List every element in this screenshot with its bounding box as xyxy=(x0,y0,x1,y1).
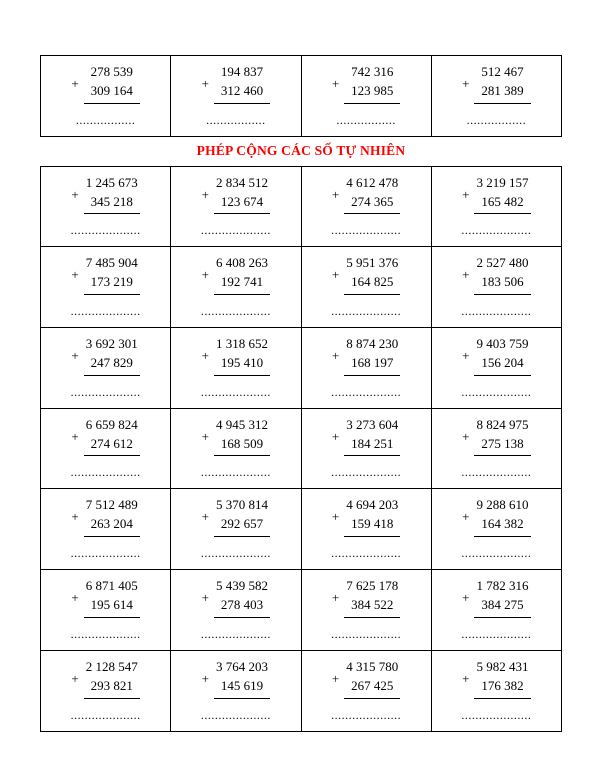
problem-row xyxy=(41,570,562,651)
addend-stack xyxy=(202,254,271,295)
addend-stack xyxy=(71,658,140,699)
answer-dots-line: .................... xyxy=(200,465,271,480)
addend-bottom: 164 382 xyxy=(474,515,530,537)
problem-cell xyxy=(41,328,171,409)
addend-top: 512 467 xyxy=(481,64,524,79)
problem-row xyxy=(41,650,562,731)
plus-sign-icon: + xyxy=(331,267,340,283)
plus-sign-icon: + xyxy=(331,186,340,202)
problem-cell xyxy=(301,408,431,489)
problem-row xyxy=(41,489,562,570)
problem-row xyxy=(41,247,562,328)
problem-cell xyxy=(431,247,561,328)
addend-stack xyxy=(462,63,531,104)
problem-row xyxy=(41,166,562,247)
addend-numbers xyxy=(474,577,530,618)
addend-numbers xyxy=(474,254,530,295)
answer-dots-line: .................... xyxy=(70,626,141,641)
problem-cell xyxy=(41,56,171,137)
addend-bottom: 159 418 xyxy=(344,515,400,537)
addition-problem xyxy=(45,496,166,561)
problem-cell xyxy=(431,56,561,137)
addend-bottom: 384 275 xyxy=(474,596,530,618)
addend-numbers xyxy=(84,254,140,295)
addend-numbers xyxy=(344,63,400,104)
addend-bottom: 123 985 xyxy=(344,82,400,104)
addend-top: 8 824 975 xyxy=(476,416,529,432)
plus-sign-icon: + xyxy=(201,589,209,605)
addition-problem xyxy=(175,335,296,400)
problem-cell xyxy=(171,247,301,328)
plus-sign-icon: + xyxy=(71,670,79,686)
addend-top: 2 834 512 xyxy=(216,174,269,190)
addend-top: 1 782 316 xyxy=(476,578,529,594)
answer-dots-line: .................... xyxy=(70,465,141,480)
addition-problem xyxy=(306,496,427,561)
addend-stack xyxy=(332,174,401,215)
main-problems-body xyxy=(41,166,562,731)
plus-sign-icon: + xyxy=(331,428,340,444)
addend-top: 3 273 604 xyxy=(346,416,399,432)
addend-bottom: 281 389 xyxy=(474,82,530,104)
addend-numbers xyxy=(474,335,530,376)
answer-dots-line: .................... xyxy=(200,384,271,399)
addend-top: 2 527 480 xyxy=(476,255,529,271)
addend-numbers xyxy=(214,577,270,618)
addend-bottom: 164 825 xyxy=(344,273,400,295)
addend-bottom: 165 482 xyxy=(474,193,530,215)
answer-dots-line: .................... xyxy=(461,546,532,561)
addition-problem xyxy=(306,658,427,723)
addition-problem xyxy=(306,577,427,642)
addend-numbers xyxy=(84,335,140,376)
plus-sign-icon: + xyxy=(201,267,209,283)
addend-numbers xyxy=(214,658,270,699)
problem-row xyxy=(41,328,562,409)
addend-stack xyxy=(332,335,401,376)
answer-dots-line: .................... xyxy=(331,384,402,399)
answer-dots-line: .................... xyxy=(331,304,402,319)
plus-sign-icon: + xyxy=(331,589,340,605)
plus-sign-icon: + xyxy=(201,428,209,444)
addition-problem xyxy=(175,496,296,561)
addend-stack xyxy=(462,416,531,457)
addend-stack xyxy=(71,335,140,376)
addend-bottom: 278 403 xyxy=(214,596,270,618)
addition-problem xyxy=(45,254,166,319)
plus-sign-icon: + xyxy=(201,75,209,91)
addend-top: 8 874 230 xyxy=(346,336,399,352)
addend-bottom: 173 219 xyxy=(84,273,140,295)
answer-dots-line: .................... xyxy=(70,546,141,561)
addend-stack xyxy=(332,63,401,104)
problem-cell xyxy=(171,650,301,731)
addend-top: 3 219 157 xyxy=(476,174,529,190)
addition-problem xyxy=(175,658,296,723)
problem-cell xyxy=(171,328,301,409)
problem-cell xyxy=(431,166,561,247)
addend-numbers xyxy=(474,658,530,699)
answer-dots-line: .................... xyxy=(331,465,402,480)
addend-top: 6 659 824 xyxy=(85,416,138,432)
problem-cell xyxy=(41,408,171,489)
addend-top: 5 982 431 xyxy=(476,658,529,674)
plus-sign-icon: + xyxy=(71,75,79,91)
addend-bottom: 345 218 xyxy=(84,193,140,215)
addend-bottom: 176 382 xyxy=(474,677,530,699)
addend-bottom: 309 164 xyxy=(84,82,140,104)
answer-dots-line: .................... xyxy=(200,304,271,319)
problem-cell xyxy=(171,489,301,570)
addend-top: 4 315 780 xyxy=(346,658,399,674)
addend-numbers xyxy=(344,254,400,295)
addend-numbers xyxy=(214,335,270,376)
addend-stack xyxy=(462,335,531,376)
addend-bottom: 168 509 xyxy=(214,435,270,457)
addend-bottom: 184 251 xyxy=(344,435,400,457)
addend-top: 5 370 814 xyxy=(216,497,269,513)
answer-dots-line: .................... xyxy=(200,223,271,238)
addend-stack xyxy=(71,254,140,295)
addend-top: 9 403 759 xyxy=(476,336,529,352)
problem-cell xyxy=(301,166,431,247)
addend-top: 4 694 203 xyxy=(346,497,399,513)
problem-cell xyxy=(301,328,431,409)
problem-cell xyxy=(431,650,561,731)
addition-problem xyxy=(45,174,166,239)
plus-sign-icon: + xyxy=(462,509,470,525)
plus-sign-icon: + xyxy=(462,347,470,363)
addend-numbers xyxy=(84,63,140,104)
answer-dots-line: ................. xyxy=(336,112,396,127)
addend-numbers xyxy=(214,174,270,215)
addend-stack xyxy=(332,254,401,295)
addend-numbers xyxy=(344,174,400,215)
addend-top: 7 512 489 xyxy=(85,497,138,513)
addend-numbers xyxy=(84,496,140,537)
addend-bottom: 123 674 xyxy=(214,193,270,215)
plus-sign-icon: + xyxy=(71,589,79,605)
addition-problem xyxy=(45,658,166,723)
addend-numbers xyxy=(474,174,530,215)
plus-sign-icon: + xyxy=(462,75,470,91)
answer-dots-line: .................... xyxy=(70,223,141,238)
plus-sign-icon: + xyxy=(331,509,340,525)
problem-cell xyxy=(41,247,171,328)
addend-numbers xyxy=(474,63,530,104)
page-title: PHÉP CỘNG CÁC SỐ TỰ NHIÊN xyxy=(196,142,406,158)
problem-cell xyxy=(41,650,171,731)
addend-bottom: 292 657 xyxy=(214,515,270,537)
plus-sign-icon: + xyxy=(462,670,470,686)
addend-top: 5 439 582 xyxy=(216,578,269,594)
addend-bottom: 312 460 xyxy=(214,82,270,104)
addend-stack xyxy=(202,416,271,457)
answer-dots-line: .................... xyxy=(461,626,532,641)
addend-bottom: 192 741 xyxy=(214,273,270,295)
addend-top: 2 128 547 xyxy=(85,658,138,674)
addend-stack xyxy=(332,577,401,618)
answer-dots-line: .................... xyxy=(461,223,532,238)
addend-stack xyxy=(202,658,271,699)
problem-cell xyxy=(171,570,301,651)
addend-bottom: 168 197 xyxy=(344,354,400,376)
addition-problem xyxy=(45,577,166,642)
addend-numbers xyxy=(344,335,400,376)
addend-stack xyxy=(202,335,271,376)
problem-cell xyxy=(301,247,431,328)
addend-top: 4 945 312 xyxy=(216,416,269,432)
answer-dots-line: .................... xyxy=(70,707,141,722)
addend-top: 3 764 203 xyxy=(216,658,269,674)
addition-problem xyxy=(306,335,427,400)
addend-stack xyxy=(71,496,140,537)
addition-problem xyxy=(436,577,557,642)
addend-stack xyxy=(462,577,531,618)
addend-numbers xyxy=(214,254,270,295)
addend-stack xyxy=(71,416,140,457)
plus-sign-icon: + xyxy=(201,670,209,686)
addition-problem xyxy=(436,63,557,128)
addend-top: 1 318 652 xyxy=(216,336,269,352)
plus-sign-icon: + xyxy=(462,186,470,202)
addend-stack xyxy=(332,658,401,699)
problem-cell xyxy=(431,570,561,651)
answer-dots-line: .................... xyxy=(200,707,271,722)
addend-top: 742 316 xyxy=(351,64,394,79)
addend-stack xyxy=(71,174,140,215)
problem-cell xyxy=(431,328,561,409)
addend-bottom: 274 612 xyxy=(84,435,140,457)
addition-problem xyxy=(175,577,296,642)
addition-problem xyxy=(175,174,296,239)
addend-stack xyxy=(202,577,271,618)
answer-dots-line: .................... xyxy=(461,465,532,480)
addend-top: 4 612 478 xyxy=(346,174,399,190)
plus-sign-icon: + xyxy=(71,509,79,525)
addend-top: 7 625 178 xyxy=(346,578,399,594)
addition-problem xyxy=(45,416,166,481)
plus-sign-icon: + xyxy=(71,267,79,283)
addend-numbers xyxy=(84,416,140,457)
addend-bottom: 275 138 xyxy=(474,435,530,457)
main-problems-table xyxy=(40,166,562,732)
addition-problem xyxy=(306,254,427,319)
top-problems-table xyxy=(40,55,562,137)
plus-sign-icon: + xyxy=(331,347,340,363)
addend-bottom: 263 204 xyxy=(84,515,140,537)
plus-sign-icon: + xyxy=(462,589,470,605)
problem-cell xyxy=(41,489,171,570)
problem-cell xyxy=(301,650,431,731)
addend-stack xyxy=(202,496,271,537)
addend-stack xyxy=(462,658,531,699)
problem-cell xyxy=(171,56,301,137)
addend-bottom: 145 619 xyxy=(214,677,270,699)
answer-dots-line: .................... xyxy=(331,546,402,561)
addition-problem xyxy=(436,658,557,723)
addend-numbers xyxy=(344,658,400,699)
plus-sign-icon: + xyxy=(462,267,470,283)
answer-dots-line: ................. xyxy=(206,112,266,127)
addend-bottom: 156 204 xyxy=(474,354,530,376)
addend-stack xyxy=(332,416,401,457)
addend-stack xyxy=(332,496,401,537)
addend-stack xyxy=(462,496,531,537)
answer-dots-line: ................. xyxy=(466,112,527,127)
addition-problem xyxy=(175,416,296,481)
top-problems-row xyxy=(41,56,562,137)
addend-top: 194 837 xyxy=(220,64,264,79)
problem-cell xyxy=(41,570,171,651)
addition-problem xyxy=(436,174,557,239)
addition-problem xyxy=(436,416,557,481)
addition-problem xyxy=(45,335,166,400)
addend-numbers xyxy=(84,658,140,699)
addition-problem xyxy=(175,63,296,128)
problem-cell xyxy=(431,408,561,489)
addend-stack xyxy=(462,174,531,215)
problem-cell xyxy=(301,56,431,137)
plus-sign-icon: + xyxy=(71,186,79,202)
addend-numbers xyxy=(84,577,140,618)
answer-dots-line: .................... xyxy=(200,626,271,641)
answer-dots-line: .................... xyxy=(461,304,532,319)
addend-top: 278 539 xyxy=(90,64,133,79)
answer-dots-line: .................... xyxy=(331,223,402,238)
addend-numbers xyxy=(344,416,400,457)
plus-sign-icon: + xyxy=(331,75,340,91)
addend-stack xyxy=(202,63,271,104)
addend-numbers xyxy=(214,416,270,457)
addition-problem xyxy=(436,496,557,561)
addition-problem xyxy=(436,335,557,400)
plus-sign-icon: + xyxy=(71,347,79,363)
plus-sign-icon: + xyxy=(462,428,470,444)
answer-dots-line: .................... xyxy=(70,384,141,399)
addend-top: 3 692 301 xyxy=(85,336,138,352)
addend-stack xyxy=(462,254,531,295)
answer-dots-line: .................... xyxy=(461,384,532,399)
plus-sign-icon: + xyxy=(201,347,209,363)
problem-cell xyxy=(171,408,301,489)
addend-numbers xyxy=(474,496,530,537)
addition-problem xyxy=(175,254,296,319)
addend-stack xyxy=(71,577,140,618)
addition-problem xyxy=(436,254,557,319)
addend-numbers xyxy=(84,174,140,215)
addend-bottom: 247 829 xyxy=(84,354,140,376)
problem-cell xyxy=(171,166,301,247)
addend-bottom: 274 365 xyxy=(344,193,400,215)
addend-stack xyxy=(202,174,271,215)
addend-top: 9 288 610 xyxy=(476,497,529,513)
plus-sign-icon: + xyxy=(331,670,340,686)
addend-top: 7 485 904 xyxy=(85,255,138,271)
answer-dots-line: .................... xyxy=(461,707,532,722)
addend-numbers xyxy=(214,63,270,104)
addend-bottom: 384 522 xyxy=(344,596,400,618)
addition-problem xyxy=(306,174,427,239)
answer-dots-line: .................... xyxy=(200,546,271,561)
addend-top: 6 408 263 xyxy=(216,255,269,271)
answer-dots-line: .................... xyxy=(70,304,141,319)
addend-numbers xyxy=(214,496,270,537)
addend-top: 6 871 405 xyxy=(85,578,138,594)
plus-sign-icon: + xyxy=(201,509,209,525)
answer-dots-line: ................. xyxy=(75,112,136,127)
problem-cell xyxy=(41,166,171,247)
addend-bottom: 195 410 xyxy=(214,354,270,376)
addend-stack xyxy=(71,63,140,104)
answer-dots-line: .................... xyxy=(331,626,402,641)
addend-bottom: 195 614 xyxy=(84,596,140,618)
plus-sign-icon: + xyxy=(201,186,209,202)
addend-numbers xyxy=(344,496,400,537)
addition-problem xyxy=(306,416,427,481)
addition-problem xyxy=(45,63,166,128)
problem-row xyxy=(41,408,562,489)
problem-cell xyxy=(431,489,561,570)
addition-problem xyxy=(306,63,427,128)
problem-cell xyxy=(301,489,431,570)
addend-top: 1 245 673 xyxy=(85,174,138,190)
addend-top: 5 951 376 xyxy=(346,255,399,271)
addend-numbers xyxy=(344,577,400,618)
answer-dots-line: .................... xyxy=(331,707,402,722)
problem-cell xyxy=(301,570,431,651)
addend-bottom: 183 506 xyxy=(474,273,530,295)
plus-sign-icon: + xyxy=(71,428,79,444)
addend-bottom: 267 425 xyxy=(344,677,400,699)
addend-bottom: 293 821 xyxy=(84,677,140,699)
addend-numbers xyxy=(474,416,530,457)
